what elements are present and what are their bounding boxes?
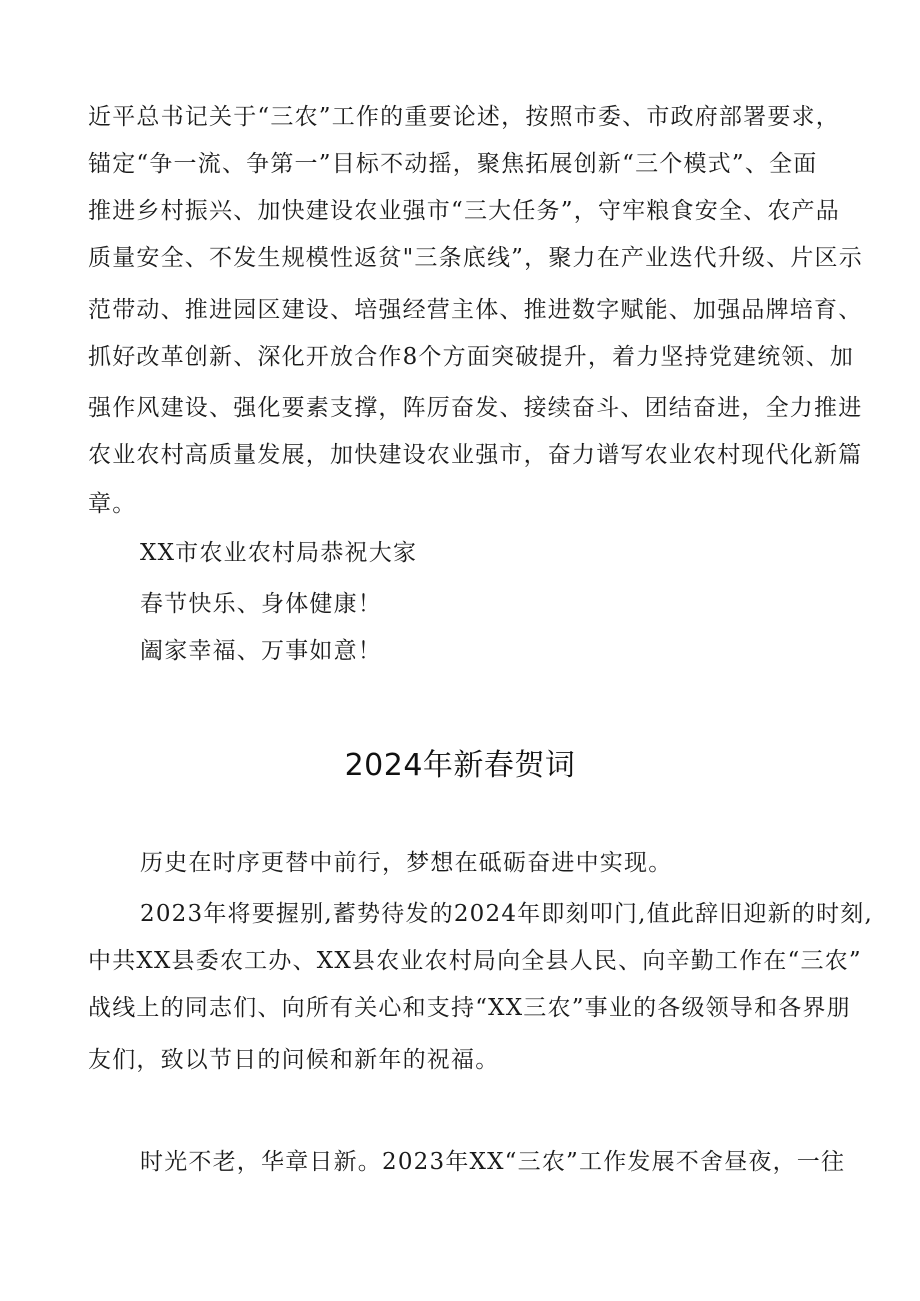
- document-title: 2024年新春贺词: [344, 748, 576, 783]
- paragraph-line: 章。: [88, 491, 137, 517]
- paragraph-line: 中共XX县委农工办、XX县农业农村局向全县人民、向辛勤工作在“三农”: [88, 948, 862, 974]
- paragraph-line: 近平总书记关于“三农”工作的重要论述，按照市委、市政府部署要求，: [88, 104, 840, 130]
- greeting-line: 阖家幸福、万事如意！: [140, 638, 382, 664]
- paragraph-line: 强作风建设、强化要素支撑，阵厉奋发、接续奋斗、团结奋进，全力推进: [88, 395, 863, 421]
- paragraph-line: 战线上的同志们、向所有关心和支持“XX三农”事业的各级领导和各界朋: [88, 995, 851, 1021]
- greeting-line: XX市农业农村局恭祝大家: [140, 540, 418, 566]
- paragraph-line: 友们，致以节日的问候和新年的祝福。: [88, 1047, 500, 1073]
- paragraph-line: 历史在时序更替中前行，梦想在砥砺奋进中实现。: [140, 850, 673, 876]
- paragraph-line: 时光不老，华章日新。2023年XX“三农”工作发展不舍昼夜，一往: [140, 1149, 846, 1175]
- paragraph-line: 推进乡村振兴、加快建设农业强市“三大任务”，守牢粮食安全、农产品: [88, 198, 840, 224]
- paragraph-line: 2023年将要握别,蓄势待发的2024年即刻叩门,值此辞旧迎新的时刻,: [140, 901, 873, 927]
- paragraph-line: 锚定“争一流、争第一”目标不动摇，聚焦拓展创新“三个模式”、全面: [88, 151, 818, 177]
- paragraph-line: 质量安全、不发生规模性返贫"三条底线”，聚力在产业迭代升级、片区示: [88, 245, 863, 271]
- paragraph-line: 农业农村高质量发展，加快建设农业强市，奋力谱写农业农村现代化新篇: [88, 442, 863, 468]
- paragraph-line: 抓好改革创新、深化开放合作8个方面突破提升，着力坚持党建统领、加: [88, 344, 855, 370]
- paragraph-line: 范带动、推进园区建设、培强经营主体、推进数字赋能、加强品牌培育、: [88, 297, 863, 323]
- greeting-line: 春节快乐、身体健康！: [140, 591, 382, 617]
